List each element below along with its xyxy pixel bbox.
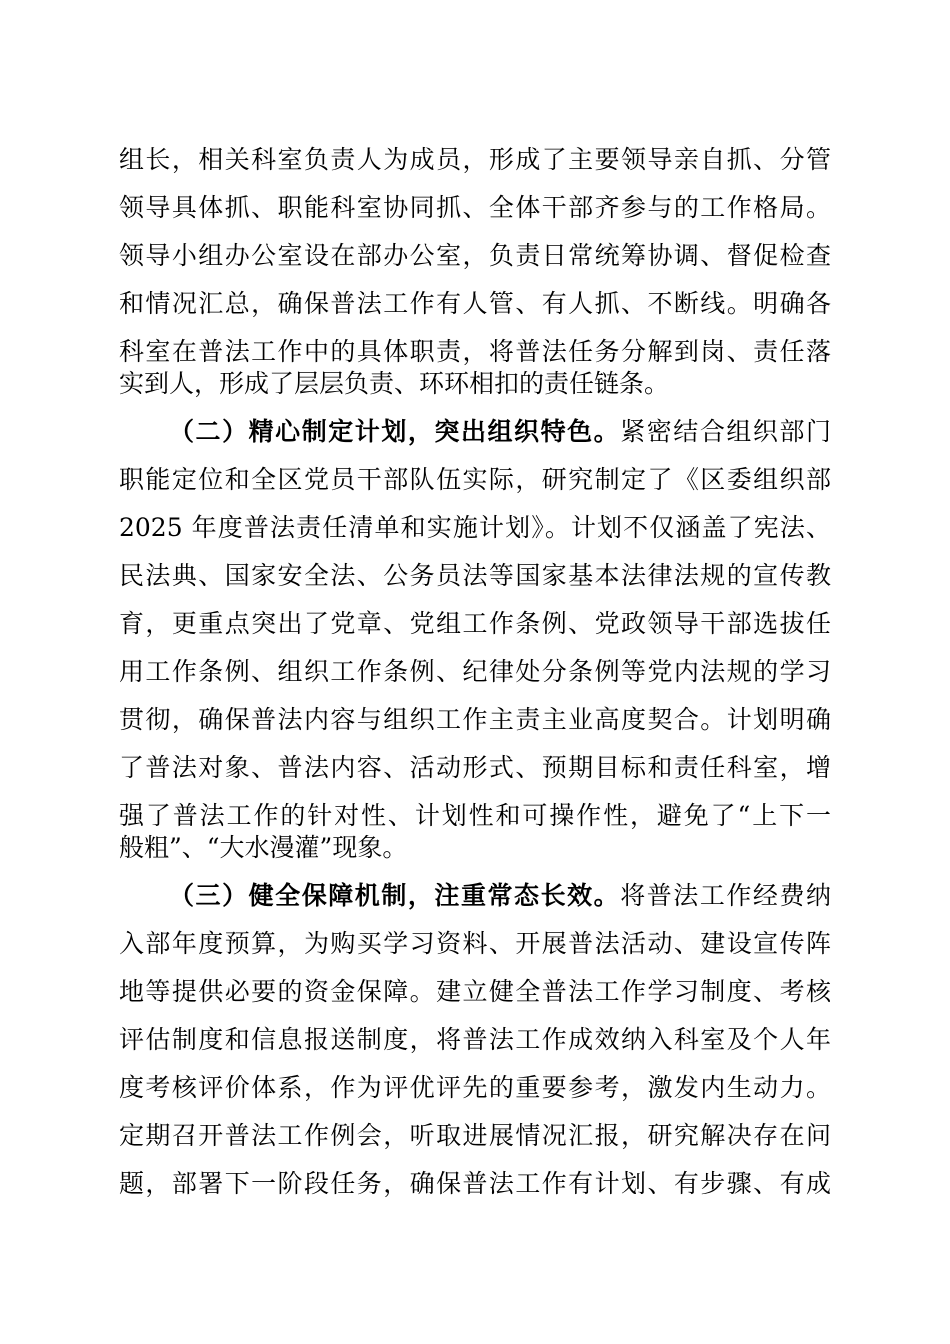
text-line: 地等提供必要的资金保障。建立健全普法工作学习制度、考核	[119, 977, 831, 1006]
section-3-first-line	[169, 874, 831, 918]
text-line: 领导小组办公室设在部办公室，负责日常统筹协调、督促检查	[119, 241, 831, 270]
text-line: 民法典、国家安全法、公务员法等国家基本法律法规的宣传教	[119, 561, 831, 590]
text-line: 组长，相关科室负责人为成员，形成了主要领导亲自抓、分管	[119, 145, 831, 174]
section-2-text: 紧密结合组织部门	[620, 417, 831, 446]
text-line: 贯彻，确保普法内容与组织工作主责主业高度契合。计划明确	[119, 705, 831, 734]
text-line: 科室在普法工作中的具体职责，将普法任务分解到岗、责任落	[119, 337, 831, 366]
text-line: 职能定位和全区党员干部队伍实际，研究制定了《区委组织部	[119, 465, 831, 494]
text-line: 用工作条例、组织工作条例、纪律处分条例等党内法规的学习	[119, 657, 831, 686]
text-line: 领导具体抓、职能科室协同抓、全体干部齐参与的工作格局。	[119, 193, 831, 222]
text-line: 和情况汇总，确保普法工作有人管、有人抓、不断线。明确各	[119, 289, 831, 318]
text-line: 2025 年度普法责任清单和实施计划》。计划不仅涵盖了宪法、	[119, 513, 831, 542]
section-3-text: 将普法工作经费纳	[620, 881, 831, 910]
section-3-heading: （三）健全保障机制，注重常态长效。	[169, 881, 621, 910]
text-line: 了普法对象、普法内容、活动形式、预期目标和责任科室，增	[119, 753, 831, 782]
text-line: 度考核评价体系，作为评优评先的重要参考，激发内生动力。	[119, 1073, 831, 1102]
text-line: 实到人，形成了层层负责、环环相扣的责任链条。	[119, 369, 670, 398]
section-2-heading: （二）精心制定计划，突出组织特色。	[169, 417, 621, 446]
text-line: 评估制度和信息报送制度，将普法工作成效纳入科室及个人年	[119, 1025, 831, 1054]
section-2-first-line	[169, 410, 831, 454]
text-line: 般粗”、“大水漫灌”现象。	[119, 833, 408, 862]
text-line: 题，部署下一阶段任务，确保普法工作有计划、有步骤、有成	[119, 1169, 831, 1198]
text-line: 强了普法工作的针对性、计划性和可操作性，避免了“上下一	[119, 801, 831, 830]
text-line: 定期召开普法工作例会，听取进展情况汇报，研究解决存在问	[119, 1121, 831, 1150]
text-line: 入部年度预算，为购买学习资料、开展普法活动、建设宣传阵	[119, 929, 831, 958]
text-line: 育，更重点突出了党章、党组工作条例、党政领导干部选拔任	[119, 609, 831, 638]
